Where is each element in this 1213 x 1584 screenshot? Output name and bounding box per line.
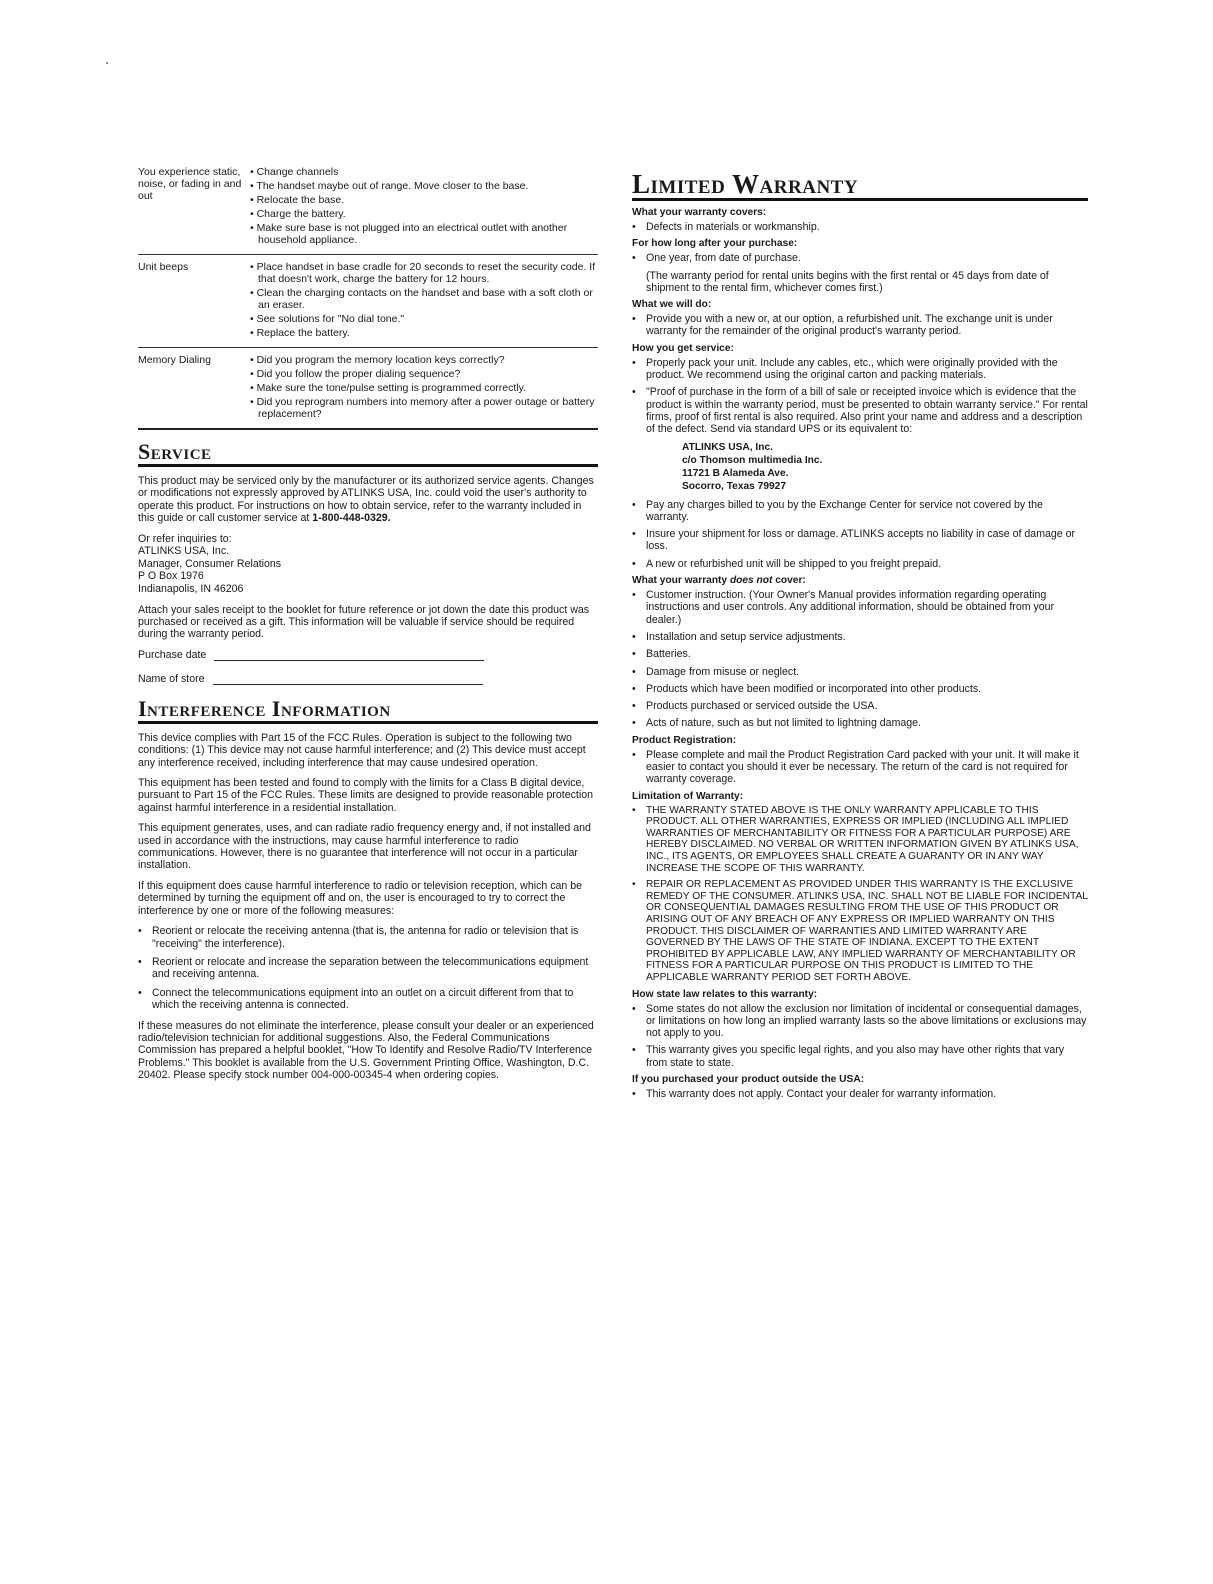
shipping-address: [632, 441, 1088, 493]
not-cover-item: • Acts of nature, such as but not limited to lightning damage.: [632, 717, 1088, 729]
address-line: Indianapolis, IN 46206: [138, 583, 244, 595]
right-column: [632, 170, 1088, 1105]
store-name-field: [138, 673, 598, 685]
address-line: 11721 B Alameda Ave.: [682, 467, 789, 479]
limitation-label: Limitation of Warranty:: [632, 790, 744, 802]
state-law-label: How state law relates to this warranty:: [632, 988, 818, 1000]
will-do-item: • Provide you with a new or, at our option, a refurbished unit. The exchange unit is under warranty for the remainder of the original product's warranty period.: [632, 313, 1088, 338]
get-service-item: • Insure your shipment for loss or damage. ATLINKS accepts no liability in case of damage or loss.: [632, 528, 1088, 553]
store-name-line: [213, 674, 483, 685]
trouble-row: [138, 348, 598, 430]
interference-paragraph: This device complies with Part 15 of the FCC Rules. Operation is subject to the following two conditions: (1) This device may not cause harmful interference; and (2) This device must accept any interference received, including interference that may cause undesired operation.: [138, 731, 586, 769]
limitation-list: [632, 805, 1088, 984]
rental-note: (The warranty period for rental units begins with the first rental or 45 days from date of shipment to the rental firm, whichever comes first.): [646, 269, 1049, 294]
service-heading: Service: [138, 440, 598, 467]
state-law-item: • This warranty gives you specific legal rights, and you also may have other rights that vary from state to state.: [632, 1044, 1088, 1069]
get-service-item: • A new or refurbished unit will be shipped to you freight prepaid.: [632, 558, 1088, 570]
address-line: ATLINKS USA, Inc.: [138, 545, 230, 558]
not-cover-item: • Damage from misuse or neglect.: [632, 666, 1088, 678]
service-paragraph: [138, 475, 598, 525]
address-line: Socorro, Texas 79927: [682, 480, 787, 492]
solution-item: • Charge the battery.: [250, 208, 598, 220]
measure-item: • Reorient or relocate and increase the separation between the telecommunications equipment and receiving antenna.: [138, 956, 598, 981]
trouble-row: [138, 255, 598, 348]
not-cover-item: • Products purchased or serviced outside the USA.: [632, 700, 1088, 712]
solution-item: • Place handset in base cradle for 20 seconds to reset the security code. If that doesn't work, charge the battery for 12 hours.: [250, 261, 598, 285]
solution-item: • Make sure the tone/pulse setting is programmed correctly.: [250, 382, 598, 394]
interference-paragraph: This equipment has been tested and found to comply with the limits for a Class B digital device, pursuant to Part 15 of the FCC Rules. These limits are designed to provide reasonable protection against harmful interference in a residential installation.: [138, 777, 593, 814]
registration-item: • Please complete and mail the Product Registration Card packed with your unit. It will make it easier to contact you should it ever be necessary. The return of the card is not required for warranty coverage.: [632, 749, 1088, 786]
not-cover-item: • Customer instruction. (Your Owner's Manual provides information regarding operating instructions and user controls. Any additional information, should be obtained from your dealer.): [632, 589, 1088, 626]
purchase-date-field: [138, 649, 598, 661]
interference-measures: [138, 925, 598, 1011]
how-long-label: For how long after your purchase:: [632, 238, 798, 250]
get-service-label: How you get service:: [632, 342, 734, 354]
not-cover-label-b: cover:: [772, 575, 806, 587]
outside-usa-item: • This warranty does not apply. Contact your dealer for warranty information.: [632, 1088, 1088, 1100]
solution-item: • Make sure base is not plugged into an electrical outlet with another household appliance.: [250, 222, 598, 246]
warranty-heading: Limited Warranty: [632, 170, 1088, 201]
not-cover-item: • Products which have been modified or incorporated into other products.: [632, 683, 1088, 695]
how-long-list: [632, 252, 1088, 264]
address-line: Manager, Consumer Relations: [138, 557, 282, 570]
how-long-item: • One year, from date of purchase.: [632, 252, 1088, 264]
not-cover-item: • Batteries.: [632, 648, 1088, 660]
get-service-more-list: [632, 499, 1088, 570]
covers-list: [632, 221, 1088, 233]
inquiry-intro: Or refer inquiries to:: [138, 532, 232, 545]
not-cover-list: [632, 589, 1088, 730]
limitation-item: • THE WARRANTY STATED ABOVE IS THE ONLY WARRANTY APPLICABLE TO THIS PRODUCT. ALL OTHER WARRANTIES, EXPRESS OR IMPLIED (INCLUDING ALL IMPLIED WARRANTIES OF MERCHANTABILITY OR FITNESS FOR A PARTICULAR PURPOSE) ARE HEREBY DISCLAIMED. NO VERBAL OR WRITTEN INFORMATION GIVEN BY ATLINKS USA, INC., ITS AGENTS, OR EMPLOYEES SHALL CREATE A GUARANTY OR IN ANY WAY INCREASE THE SCOPE OF THIS WARRANTY.: [632, 805, 1088, 875]
will-do-list: [632, 313, 1088, 338]
solution-item: • The handset maybe out of range. Move closer to the base.: [250, 180, 598, 192]
not-cover-item: • Installation and setup service adjustments.: [632, 631, 1088, 643]
interference-closing: If these measures do not eliminate the interference, please consult your dealer or an experienced radio/television technician for additional suggestions. Also, the Federal Communications Commission has prepared a helpful booklet, "How To Identify and Resolve Radio/TV Interference Problems." This booklet is available from the U.S. Government Printing Office, Washington, D.C. 20402. Please specify stock number 004-000-00345-4 when ordering copies.: [138, 1019, 594, 1082]
troubleshooting-table: [138, 160, 598, 430]
purchase-date-line: [214, 650, 484, 661]
registration-label: Product Registration:: [632, 734, 737, 746]
measure-item: • Connect the telecommunications equipment into an outlet on a circuit different from that to which the receiving antenna is connected.: [138, 987, 598, 1012]
state-law-list: [632, 1003, 1088, 1069]
inquiry-address: [138, 533, 598, 596]
address-line: ATLINKS USA, Inc.: [682, 441, 773, 453]
get-service-list: [632, 357, 1088, 436]
not-cover-label: [632, 575, 1088, 586]
address-line: c/o Thomson multimedia Inc.: [682, 454, 823, 466]
solution-item: • Did you follow the proper dialing sequence?: [250, 368, 598, 380]
trouble-problem: You experience static, noise, or fading in and out: [138, 166, 242, 202]
trouble-solutions: [250, 261, 598, 341]
purchase-date-label: Purchase date: [138, 648, 207, 661]
trouble-problem: Memory Dialing: [138, 354, 211, 366]
receipt-paragraph: Attach your sales receipt to the booklet for future reference or jot down the date this product was purchased or received as a gift. This information will be valuable if service should be required during the warranty period.: [138, 603, 590, 641]
left-column: [138, 160, 598, 1090]
will-do-label: What we will do:: [632, 299, 712, 311]
covers-label: What your warranty covers:: [632, 207, 767, 218]
address-line: P O Box 1976: [138, 570, 204, 583]
service-text: This product may be serviced only by the manufacturer or its authorized service agents. Changes or modifications not expressly approved by ATLINKS USA, Inc. could void the user's authority to operate this product. For instructions on how to obtain service, refer to the warranty included in this guide or call customer service at: [138, 475, 594, 525]
solution-item: • Change channels: [250, 166, 598, 178]
service-phone: 1-800-448-0329.: [312, 512, 391, 525]
measure-item: • Reorient or relocate the receiving antenna (that is, the antenna for radio or television that is "receiving" the interference).: [138, 925, 598, 950]
get-service-item: • Pay any charges billed to you by the Exchange Center for service not covered by the warranty.: [632, 499, 1088, 524]
solution-item: • Replace the battery.: [250, 327, 598, 339]
limitation-item: • REPAIR OR REPLACEMENT AS PROVIDED UNDER THIS WARRANTY IS THE EXCLUSIVE REMEDY OF THE CONSUMER. ATLINKS USA, INC. SHALL NOT BE LIABLE FOR INCIDENTAL OR CONSEQUENTIAL DAMAGES RESULTING FROM THE USE OF THIS PRODUCT OR ARISING OUT OF ANY BREACH OF ANY EXPRESS OR IMPLIED WARRANTY ON THIS PRODUCT. THIS DISCLAIMER OF WARRANTIES AND LIMITED WARRANTY ARE GOVERNED BY THE LAWS OF THE STATE OF INDIANA. EXCEPT TO THE EXTENT PROHIBITED BY APPLICABLE LAW, ANY IMPLIED WARRANTY OF MERCHANTABILITY OR FITNESS FOR A PARTICULAR PURPOSE ON THIS PRODUCT IS LIMITED TO THE APPLICABLE WARRANTY PERIOD SET FORTH ABOVE.: [632, 879, 1088, 983]
interference-heading: Interference Information: [138, 697, 598, 724]
outside-usa-label: If you purchased your product outside the USA:: [632, 1074, 865, 1085]
solution-item: • Relocate the base.: [250, 194, 598, 206]
interference-paragraph: If this equipment does cause harmful interference to radio or television reception, which can be determined by turning the equipment off and on, the user is encouraged to try to correct the interference by one or more of the following measures:: [138, 879, 583, 917]
covers-item: • Defects in materials or workmanship.: [632, 221, 1088, 233]
trouble-solutions: [250, 166, 598, 248]
solution-item: • Clean the charging contacts on the handset and base with a soft cloth or an eraser.: [250, 287, 598, 311]
get-service-item: • Properly pack your unit. Include any cables, etc., which were originally provided with the product. We recommend using the original carton and packing materials.: [632, 357, 1088, 382]
trouble-row: [138, 160, 598, 255]
outside-usa-list: [632, 1088, 1088, 1100]
scan-speck: [106, 62, 108, 64]
not-cover-label-a: What your warranty: [632, 575, 730, 587]
solution-item: • Did you program the memory location keys correctly?: [250, 354, 598, 366]
store-name-label: Name of store: [138, 672, 205, 685]
get-service-item: • "Proof of purchase in the form of a bill of sale or receipted invoice which is evidence that the product is within the warranty period, must be presented to obtain warranty service." For rental firms, proof of first rental is also required. Also print your name and address and a description of the defect. Send via standard UPS or its equivalent to:: [632, 386, 1088, 435]
trouble-problem: Unit beeps: [138, 261, 189, 273]
state-law-item: • Some states do not allow the exclusion nor limitation of incidental or consequential damages, or limitations on how long an implied warranty lasts so the above limitations or exclusions may not apply to you.: [632, 1003, 1088, 1040]
trouble-solutions: [250, 354, 598, 422]
not-cover-label-em: does not: [729, 575, 773, 587]
registration-list: [632, 749, 1088, 786]
solution-item: • Did you reprogram numbers into memory after a power outage or battery replacement?: [250, 396, 598, 420]
interference-paragraph: This equipment generates, uses, and can radiate radio frequency energy and, if not installed and used in accordance with the instructions, may cause harmful interference to radio communications. However, there is no guarantee that interference will not occur in a particular installation.: [138, 822, 591, 872]
solution-item: • See solutions for "No dial tone.": [250, 313, 598, 325]
